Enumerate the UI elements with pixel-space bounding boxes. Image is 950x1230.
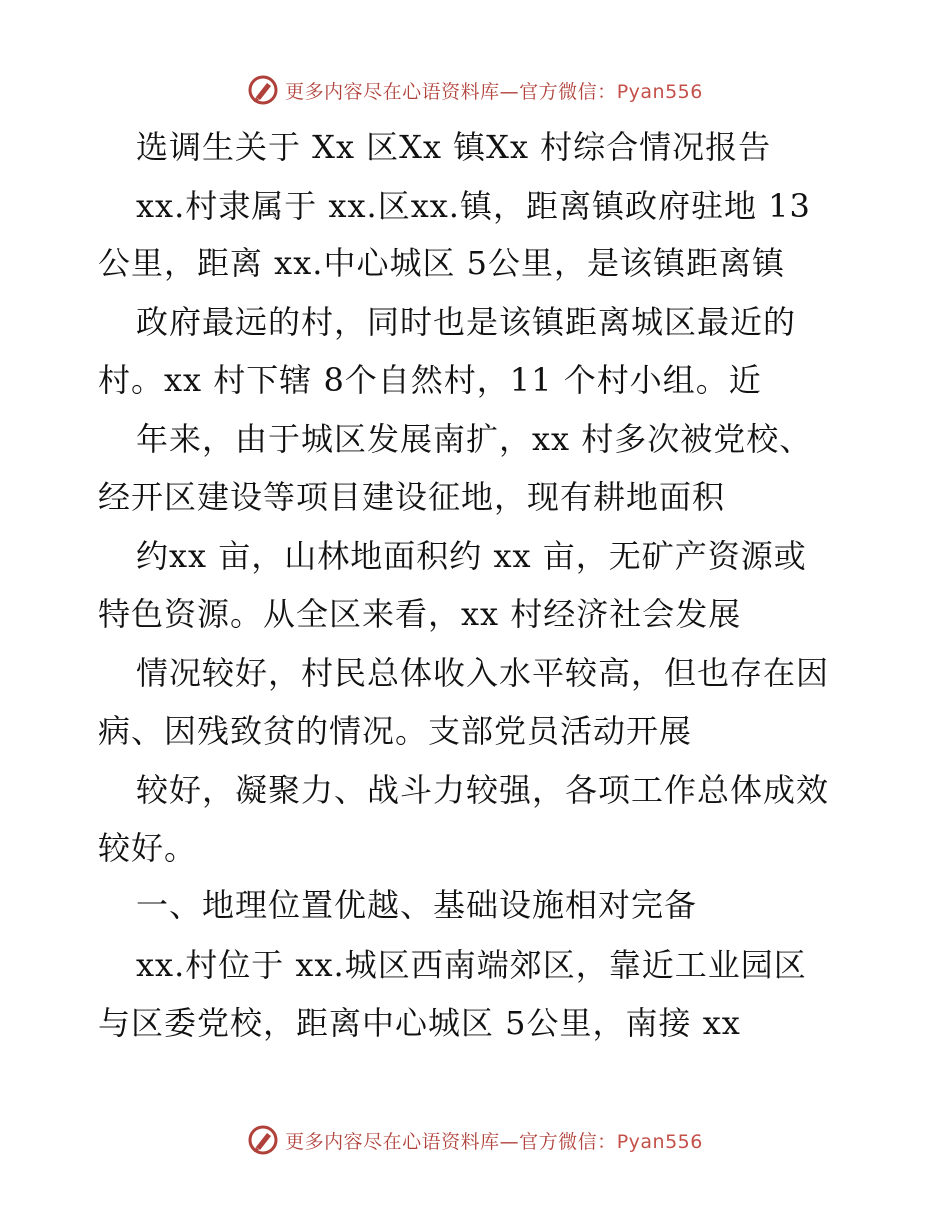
text-line: 较好，凝聚力、战斗力较强，各项工作总体成效 [136, 771, 830, 809]
text-line: 约xx 亩，山林地面积约 xx 亩，无矿产资源或 [136, 537, 807, 575]
text-line: xx.村位于 xx.城区西南端郊区，靠近工业园区 [136, 946, 807, 984]
header-banner [0, 70, 950, 110]
text-line: 年来，由于城区发展南扩，xx 村多次被党校、 [136, 420, 813, 458]
banner-wechat-label: 官方微信： [519, 1130, 617, 1153]
text-line: 情况较好，村民总体收入水平较高，但也存在因 [136, 654, 830, 692]
text-line: 经开区建设等项目建设征地，现有耕地面积 [98, 478, 726, 516]
pen-logo-icon [247, 1124, 279, 1156]
text-line: xx.村隶属于 xx.区xx.镇，距离镇政府驻地 13 [136, 187, 811, 225]
text-line: 政府最远的村，同时也是该镇距离城区最近的 [136, 303, 797, 341]
pen-logo-icon [247, 74, 279, 106]
banner-separator: — [499, 1130, 520, 1153]
text-line: 公里，距离 xx.中心城区 5公里，是该镇距离镇 [98, 244, 785, 282]
text-line: 较好。 [98, 829, 198, 867]
banner-title: 更多内容尽在心语资料库 [285, 80, 500, 103]
text-line: 特色资源。从全区来看，xx 村经济社会发展 [98, 595, 742, 633]
text-line: 与区委党校，距离中心城区 5公里，南接 xx [98, 1004, 741, 1042]
banner-wechat-label: 官方微信： [519, 80, 617, 103]
text-line: 村。xx 村下辖 8个自然村，11 个村小组。近 [98, 361, 762, 399]
banner-title: 更多内容尽在心语资料库 [285, 1130, 500, 1153]
banner-text [285, 77, 703, 104]
banner-handle: Pyan556 [616, 1130, 703, 1153]
banner-separator: — [499, 80, 520, 103]
banner-text [285, 1127, 703, 1154]
document-title: 选调生关于 Xx 区Xx 镇Xx 村综合情况报告 [136, 128, 772, 166]
text-line: 病、因残致贫的情况。支部党员活动开展 [98, 712, 693, 750]
banner-handle: Pyan556 [616, 80, 703, 103]
footer-banner [0, 1120, 950, 1160]
section-heading: 一、地理位置优越、基础设施相对完备 [136, 886, 698, 924]
